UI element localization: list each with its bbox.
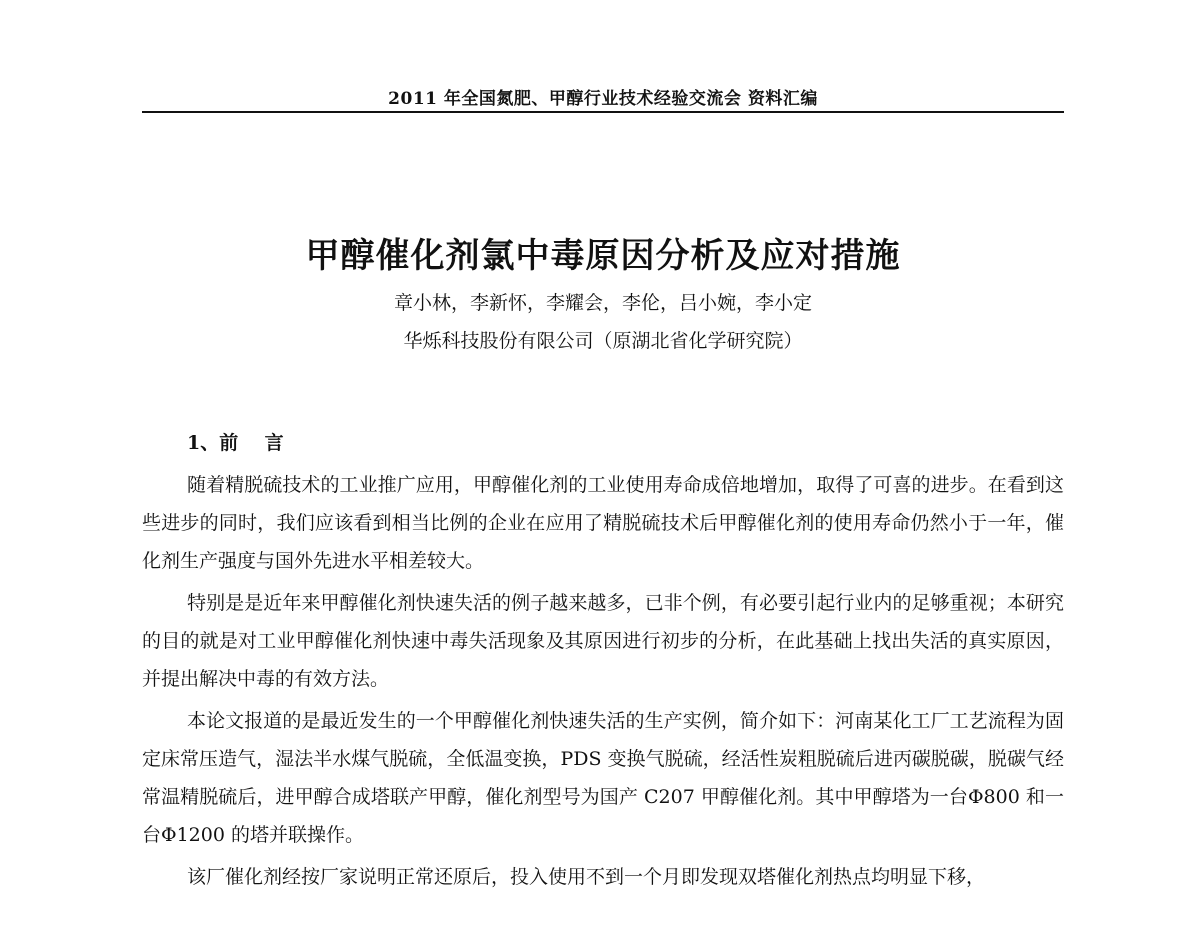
running-header: 2011 年全国氮肥、甲醇行业技术经验交流会 资料汇编 bbox=[388, 89, 818, 109]
paragraph: 本论文报道的是最近发生的一个甲醇催化剂快速失活的生产实例，简介如下：河南某化工厂工艺流程为固定床常压造气，湿法半水煤气脱硫，全低温变换，PDS 变换气脱硫，经活性炭粗脱硫后进丙碳脱碳，脱碳气经常温精脱硫后，进甲醇合成塔联产甲醇，催化剂型号为国产 C207 甲醇催化剂。其中甲醇塔为一台Φ800 和一台Φ1200 的塔并联操作。 bbox=[142, 710, 1064, 846]
paragraph: 随着精脱硫技术的工业推广应用，甲醇催化剂的工业使用寿命成倍地增加，取得了可喜的进步。在看到这些进步的同时，我们应该看到相当比例的企业在应用了精脱硫技术后甲醇催化剂的使用寿命仍然小于一年，催化剂生产强度与国外先进水平相差较大。 bbox=[142, 474, 1064, 572]
paragraph: 该厂催化剂经按厂家说明正常还原后，投入使用不到一个月即发现双塔催化剂热点均明显下移， bbox=[187, 866, 986, 888]
header-rule bbox=[142, 111, 1064, 113]
section-heading-introduction: 1、前 言 bbox=[187, 432, 284, 454]
author-list: 章小林，李新怀，李耀会，李伦，吕小婉，李小定 bbox=[393, 292, 812, 314]
paper-title: 甲醇催化剂氯中毒原因分析及应对措施 bbox=[305, 236, 901, 276]
paragraph: 特别是是近年来甲醇催化剂快速失活的例子越来越多，已非个例，有必要引起行业内的足够重视；本研究的目的就是对工业甲醇催化剂快速中毒失活现象及其原因进行初步的分析，在此基础上找出失活的真实原因，并提出解决中毒的有效方法。 bbox=[142, 592, 1064, 690]
affiliation: 华烁科技股份有限公司（原湖北省化学研究院） bbox=[403, 330, 803, 352]
body-text bbox=[142, 466, 1064, 900]
